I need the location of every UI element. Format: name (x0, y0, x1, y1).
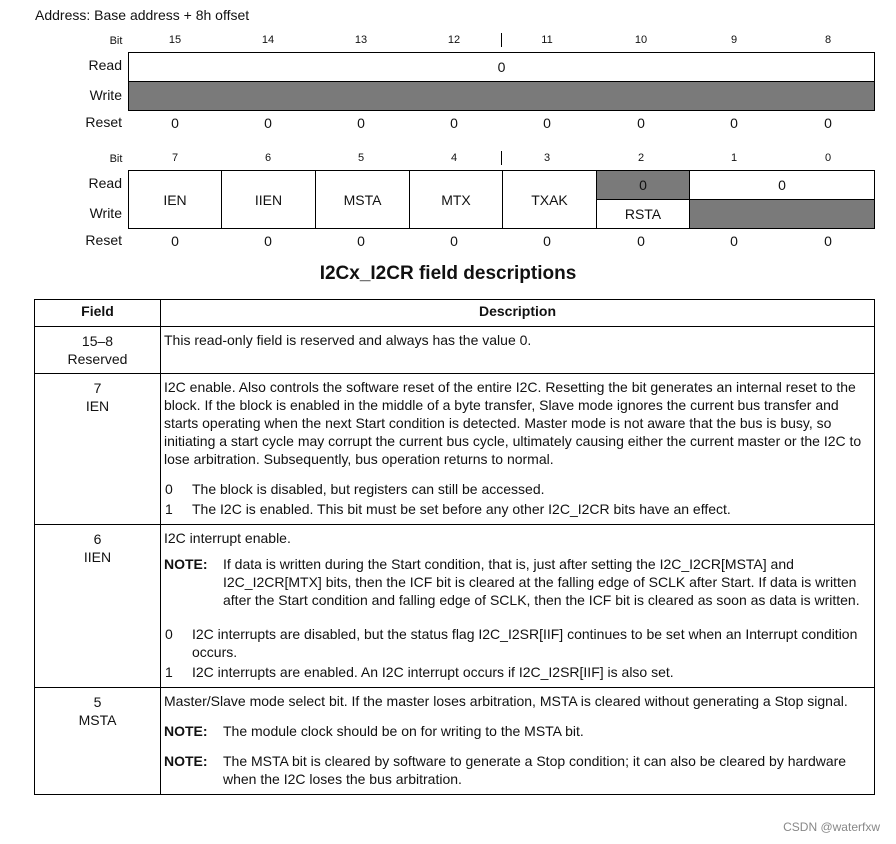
reset-value: 0 (264, 115, 272, 131)
bit-number: 10 (634, 34, 648, 46)
reset-value: 0 (171, 115, 179, 131)
reset-value: 0 (543, 233, 551, 249)
field-name: MSTA (78, 712, 117, 728)
reset-value: 0 (824, 233, 832, 249)
description-cell (161, 327, 875, 374)
reset-value: 0 (637, 233, 645, 249)
field-bits: 6 (93, 531, 102, 547)
field-mtx: MTX (441, 191, 471, 208)
table-row (35, 327, 875, 374)
option-key: 1 (165, 501, 173, 517)
field-msta: MSTA (343, 191, 382, 208)
reset-value: 0 (730, 115, 738, 131)
bit-number: 14 (261, 34, 275, 46)
watermark: CSDN @waterfxw (783, 820, 880, 834)
note-block (164, 752, 871, 788)
row-label-read: Read (88, 175, 122, 191)
option-key: 0 (165, 626, 173, 642)
field-cell (35, 327, 161, 374)
field-txak: TXAK (531, 191, 568, 208)
bit-label: Bit (109, 153, 123, 165)
reset-value: 0 (171, 233, 179, 249)
field-name: Reserved (67, 351, 128, 367)
register-address: Address: Base address + 8h offset (35, 7, 250, 23)
byte-divider-tick (501, 33, 502, 47)
byte-divider-tick (501, 151, 502, 165)
option-text: I2C interrupts are disabled, but the status flag I2C_I2SR[IIF] continues to be set when an Interrupt condition occurs. (192, 626, 858, 660)
table-row (35, 688, 875, 795)
register-box-low (128, 170, 875, 229)
bit-number: 11 (541, 34, 553, 46)
option-text: The block is disabled, but registers can still be accessed. (192, 481, 545, 497)
field-ien: IEN (163, 191, 187, 208)
bit-number: 13 (354, 34, 368, 46)
option-text: The I2C is enabled. This bit must be set before any other I2C_I2CR bits have an effect. (192, 501, 731, 517)
bits-1-0-write-field (690, 200, 874, 228)
reset-value: 0 (637, 115, 645, 131)
table-title: I2Cx_I2CR field descriptions (319, 263, 577, 284)
column-header-field: Field (35, 300, 161, 327)
bit2-read-field: 0 (597, 171, 689, 199)
row-label-reset: Reset (85, 114, 122, 130)
description-text: I2C enable. Also controls the software reset of the entire I2C. Resetting the bit generates an internal reset to the block. If the block is enabled in the middle of a byte transfer, Slave mode ignores the current bus transfer and starts operating when the next Start condition is detected. Master mode is not aware that the bus is busy, so initiating a start cycle may corrupt the current bus cycle, ultimately causing either the current master or the I2C to lose arbitration. Subsequently, bus operation returns to normal. (164, 379, 862, 467)
reset-value: 0 (824, 115, 832, 131)
table-row (35, 374, 875, 525)
description-text: I2C interrupt enable. (164, 530, 291, 546)
note-block (164, 722, 871, 740)
row-label-write: Write (89, 87, 122, 103)
reset-value: 0 (357, 233, 365, 249)
field-name: IEN (85, 398, 110, 414)
bit-number: 0 (824, 152, 832, 164)
field-bits: 15–8 (81, 333, 114, 349)
field-cell (35, 374, 161, 525)
note-label: NOTE: (164, 556, 208, 572)
option-item (164, 625, 871, 661)
field-name: IIEN (83, 549, 112, 565)
register-box-high (128, 52, 875, 111)
row-label-write: Write (89, 205, 122, 221)
bit-number: 9 (730, 34, 738, 46)
bit-number: 4 (450, 152, 458, 164)
field-cell (35, 525, 161, 688)
bits-1-0-read-field: 0 (778, 177, 786, 193)
field-bits: 5 (93, 694, 102, 710)
note-block (164, 555, 871, 609)
reset-value: 0 (264, 233, 272, 249)
reset-value: 0 (543, 115, 551, 131)
description-cell (161, 525, 875, 688)
field-iien: IIEN (254, 191, 283, 208)
option-key: 0 (165, 481, 173, 497)
bit-number: 6 (264, 152, 272, 164)
description-cell (161, 688, 875, 795)
bit-number: 7 (171, 152, 179, 164)
bit-number: 8 (824, 34, 832, 46)
reset-value: 0 (450, 233, 458, 249)
reset-value: 0 (730, 233, 738, 249)
bit-number: 12 (447, 34, 461, 46)
description-text: Master/Slave mode select bit. If the master loses arbitration, MSTA is cleared without generating a Stop signal. (164, 693, 848, 709)
row-label-read: Read (88, 57, 122, 73)
reset-value: 0 (357, 115, 365, 131)
description-cell (161, 374, 875, 525)
bit-number: 2 (637, 152, 645, 164)
bit-number: 1 (730, 152, 738, 164)
bit-number: 15 (168, 34, 182, 46)
column-header-description: Description (161, 300, 875, 327)
field-bits: 7 (93, 380, 102, 396)
table-row (35, 525, 875, 688)
bit-number: 3 (543, 152, 551, 164)
field-rsta: RSTA (624, 206, 662, 222)
option-item (164, 500, 871, 518)
note-text: The MSTA bit is cleared by software to generate a Stop condition; it can also be cleared by hardware when the I2C loses the bus arbitration. (223, 753, 847, 787)
note-text: If data is written during the Start condition, that is, just after setting the I2C_I2CR[MSTA] and I2C_I2CR[MTX] bits, then the ICF bit is cleared at the falling edge of SCLK after Start. If data is written after the Start condition and falling edge of SCLK, then the ICF bit is cleared as soon as data is written. (223, 556, 860, 608)
option-text: I2C interrupts are enabled. An I2C interrupt occurs if I2C_I2SR[IIF] is also set. (192, 664, 674, 680)
bit-number: 5 (357, 152, 365, 164)
table-header-row (35, 300, 875, 327)
reserved-write-field (129, 82, 874, 110)
note-label: NOTE: (164, 723, 208, 739)
note-text: The module clock should be on for writing to the MSTA bit. (223, 723, 584, 739)
note-label: NOTE: (164, 753, 208, 769)
reserved-read-field: 0 (497, 59, 506, 75)
bit-label: Bit (109, 35, 123, 47)
field-description-table (34, 299, 875, 795)
row-label-reset: Reset (85, 232, 122, 248)
reset-value: 0 (450, 115, 458, 131)
option-item (164, 480, 871, 498)
option-key: 1 (165, 664, 173, 680)
description-text: This read-only field is reserved and always has the value 0. (164, 332, 532, 348)
option-item (164, 663, 871, 681)
field-cell (35, 688, 161, 795)
